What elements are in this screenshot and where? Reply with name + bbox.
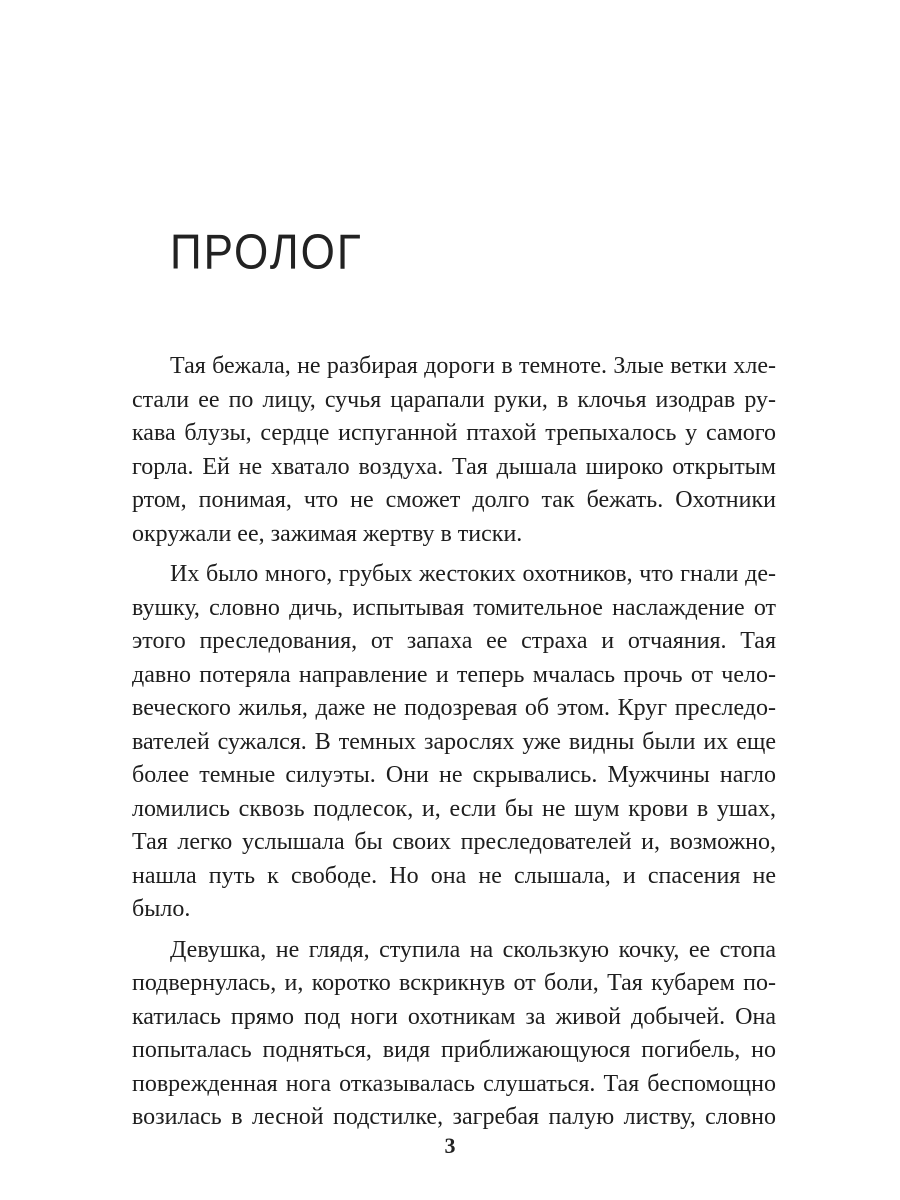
text-line: попыталась подняться, видя приближающуюся погибель, но bbox=[132, 1037, 776, 1063]
text-line: ртом, понимая, что не сможет долго так бежать. Охотники bbox=[132, 487, 776, 513]
text-line: Тая легко услышала бы своих преследователей и, возможно, bbox=[132, 829, 776, 855]
text-line: вушку, словно дичь, испытывая томительное наслаждение от bbox=[132, 594, 776, 621]
text-line: ломились сквозь подлесок, и, если бы не шум крови в ушах, bbox=[132, 795, 776, 822]
paragraph-3 bbox=[132, 934, 776, 1135]
chapter-title: ПРОЛОГ bbox=[170, 224, 363, 280]
text-line: было. bbox=[132, 896, 191, 922]
text-line: поврежденная нога отказывалась слушаться. Тая беспомощно bbox=[132, 1070, 776, 1097]
text-line: окружали ее, зажимая жертву в тиски. bbox=[132, 520, 523, 547]
text-line: этого преследования, от запаха ее страха и отчаяния. Тая bbox=[132, 628, 776, 654]
text-line: кава блузы, сердце испуганной птахой трепыхалось у самого bbox=[132, 420, 776, 446]
text-line: подвернулась, и, коротко вскрикнув от боли, Тая кубарем по- bbox=[132, 970, 776, 996]
text-line: веческого жилья, даже не подозревая об этом. Круг преследо- bbox=[132, 695, 776, 721]
text-line: горла. Ей не хватало воздуха. Тая дышала широко открытым bbox=[132, 453, 776, 480]
text-line: Девушка, не глядя, ступила на скользкую кочку, ее стопа bbox=[170, 936, 776, 963]
text-line: катилась прямо под ноги охотникам за живой добычей. Она bbox=[132, 1003, 776, 1030]
text-line: стали ее по лицу, сучья царапали руки, в клочья изодрав ру- bbox=[132, 386, 776, 413]
text-line: Тая бежала, не разбирая дороги в темноте. Злые ветки хле- bbox=[170, 353, 776, 379]
text-line: более темные силуэты. Они не скрывались. Мужчины нагло bbox=[132, 762, 776, 788]
paragraph-1 bbox=[132, 350, 776, 551]
text-line: нашла путь к свободе. Но она не слышала, и спасения не bbox=[132, 862, 776, 889]
text-line: возилась в лесной подстилке, загребая палую листву, словно bbox=[132, 1104, 776, 1130]
body-text bbox=[132, 350, 776, 1142]
text-line: Их было много, грубых жестоких охотников, что гнали де- bbox=[170, 561, 776, 587]
text-line: давно потеряла направление и теперь мчалась прочь от чело- bbox=[132, 661, 776, 688]
paragraph-2 bbox=[132, 558, 776, 927]
text-line: вателей сужался. В темных зарослях уже видны были их еще bbox=[132, 728, 776, 755]
page-number: 3 bbox=[444, 1133, 456, 1158]
